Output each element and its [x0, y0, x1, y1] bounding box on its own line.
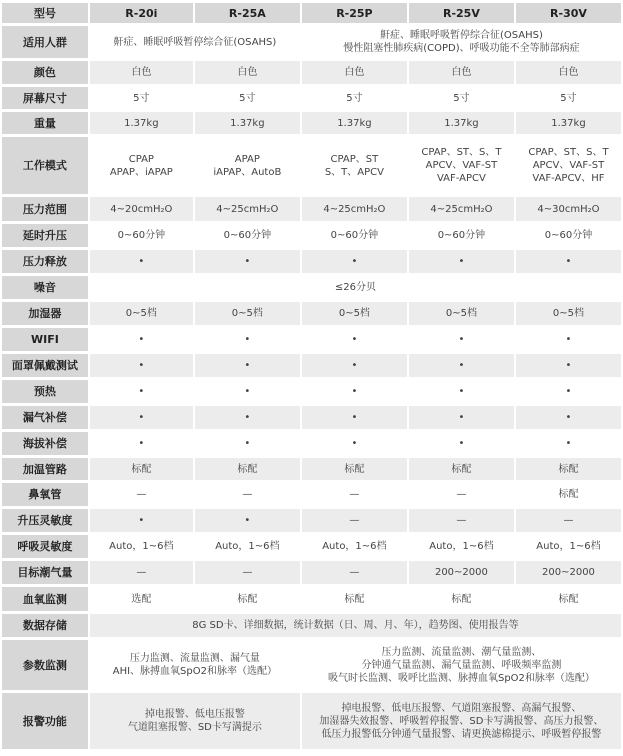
- row-label: 加湿器: [2, 302, 88, 325]
- spec-row: [2, 640, 621, 690]
- cell-text: CPAP、ST、S、T: [528, 147, 609, 158]
- cell-text: Auto，1~6档: [536, 541, 601, 552]
- row-label: 延时升压: [2, 224, 88, 247]
- cell-text: •: [565, 438, 572, 449]
- cell-text: VAF-APCV、HF: [532, 173, 605, 184]
- spec-row: [2, 250, 621, 273]
- cell-text: iAPAP、AutoB: [213, 166, 282, 178]
- cell-text: •: [351, 412, 358, 423]
- row-label: 目标潮气量: [2, 561, 88, 584]
- spec-cell: [516, 561, 621, 584]
- spec-cell: [90, 483, 193, 506]
- spec-cell: [302, 250, 407, 273]
- cell-text: 白色: [131, 67, 152, 78]
- cell-text: —: [349, 515, 360, 526]
- cell-text: APCV、VAF-ST: [532, 160, 605, 171]
- cell-text: •: [458, 412, 465, 423]
- spec-row: [2, 535, 621, 558]
- cell-text: 5寸: [133, 92, 150, 104]
- cell-text: 4~20cmH₂O: [110, 203, 173, 215]
- cell-text: 1.37kg: [337, 117, 372, 129]
- row-label: 加温管路: [2, 458, 88, 480]
- cell-text: •: [244, 515, 251, 526]
- spec-cell: [409, 509, 514, 532]
- spec-cell: [302, 432, 407, 455]
- cell-text: •: [138, 412, 145, 423]
- spec-cell: [516, 302, 621, 325]
- spec-cell: [90, 61, 193, 84]
- cell-text: —: [456, 515, 467, 526]
- spec-cell: [195, 458, 300, 480]
- spec-cell: [90, 26, 300, 58]
- spec-cell: [90, 432, 193, 455]
- cell-text: •: [351, 360, 358, 371]
- cell-text: •: [138, 438, 145, 449]
- cell-text: ≤26分贝: [334, 282, 376, 293]
- cell-text: Auto，1~6档: [215, 541, 280, 552]
- spec-row: [2, 561, 621, 584]
- row-label: 漏气补偿: [2, 406, 88, 429]
- spec-cell: [516, 380, 621, 403]
- spec-cell: [409, 137, 514, 194]
- spec-cell: [90, 640, 300, 690]
- spec-cell: [195, 61, 300, 84]
- spec-cell: [516, 250, 621, 273]
- spec-row: [2, 693, 621, 749]
- cell-text: 0~60分钟: [544, 230, 593, 241]
- spec-row: [2, 26, 621, 58]
- spec-cell: [90, 328, 193, 351]
- cell-text: —: [349, 567, 360, 578]
- spec-row: [2, 328, 621, 351]
- cell-text: 0~60分钟: [223, 230, 272, 241]
- spec-cell: [90, 509, 193, 532]
- row-label: 适用人群: [2, 26, 88, 58]
- cell-text: 加湿器失效报警、呼吸暂停报警、SD卡写满报警、高压力报警、: [319, 715, 604, 727]
- cell-text: 4~25cmH₂O: [430, 203, 493, 215]
- cell-text: Auto，1~6档: [429, 541, 494, 552]
- spec-row: [2, 509, 621, 532]
- row-label: 面罩佩戴测试: [2, 354, 88, 377]
- spec-cell: [409, 406, 514, 429]
- spec-row: [2, 112, 621, 134]
- spec-cell: [90, 87, 193, 109]
- spec-cell: [90, 561, 193, 584]
- cell-text: •: [458, 334, 465, 345]
- spec-cell: [516, 458, 621, 480]
- cell-text: •: [244, 438, 251, 449]
- cell-text: •: [138, 256, 145, 267]
- spec-cell: [302, 112, 407, 134]
- spec-cell: [409, 432, 514, 455]
- cell-text: 0~60分钟: [437, 230, 486, 241]
- cell-text: •: [351, 334, 358, 345]
- cell-text: VAF-APCV: [436, 173, 486, 184]
- cell-text: APAP: [234, 153, 260, 165]
- spec-cell: [90, 250, 193, 273]
- row-label: 参数监测: [2, 640, 88, 690]
- cell-text: •: [351, 386, 358, 397]
- spec-cell: [409, 112, 514, 134]
- spec-cell: [409, 328, 514, 351]
- spec-cell: [195, 406, 300, 429]
- spec-cell: [409, 250, 514, 273]
- cell-text: 5寸: [453, 92, 470, 104]
- spec-cell: [302, 587, 407, 611]
- cell-text: •: [565, 386, 572, 397]
- model-header-cell: R-30V: [516, 3, 621, 23]
- spec-cell: [90, 302, 193, 325]
- cell-text: •: [565, 412, 572, 423]
- cell-text: •: [458, 386, 465, 397]
- spec-cell: [516, 432, 621, 455]
- spec-cell: [195, 587, 300, 611]
- spec-cell: [302, 87, 407, 109]
- cell-text: 标配: [451, 463, 472, 475]
- spec-cell: [195, 483, 300, 506]
- cell-text: •: [244, 412, 251, 423]
- cell-text: •: [244, 256, 251, 267]
- header-row: [2, 3, 621, 23]
- cell-text: 白色: [558, 67, 579, 78]
- spec-cell: [302, 26, 621, 58]
- cell-text: 标配: [131, 463, 152, 475]
- spec-row: [2, 302, 621, 325]
- spec-cell: [302, 302, 407, 325]
- cell-text: •: [458, 438, 465, 449]
- spec-row: [2, 483, 621, 506]
- spec-cell: [90, 380, 193, 403]
- spec-row: [2, 224, 621, 247]
- spec-cell: [516, 483, 621, 506]
- cell-text: 5寸: [560, 92, 577, 104]
- spec-cell: [90, 614, 621, 637]
- spec-cell: [409, 197, 514, 221]
- cell-text: 0~5档: [445, 308, 477, 319]
- cell-text: 4~30cmH₂O: [537, 203, 600, 215]
- spec-cell: [409, 224, 514, 247]
- cell-text: •: [565, 256, 572, 267]
- spec-row: [2, 137, 621, 194]
- cell-text: APCV、VAF-ST: [425, 160, 498, 171]
- cell-text: •: [458, 256, 465, 267]
- row-label: 数据存储: [2, 614, 88, 637]
- spec-cell: [516, 509, 621, 532]
- cell-text: APAP、iAPAP: [109, 166, 173, 178]
- cell-text: —: [349, 489, 360, 500]
- row-label: 血氧监测: [2, 587, 88, 611]
- cell-text: S、T、APCV: [324, 166, 384, 178]
- row-label: 升压灵敏度: [2, 509, 88, 532]
- cell-text: CPAP、ST、S、T: [421, 147, 502, 158]
- row-label: 工作模式: [2, 137, 88, 194]
- cell-text: Auto，1~6档: [322, 541, 387, 552]
- cell-text: 0~5档: [125, 308, 157, 319]
- cell-text: 压力监测、流量监测、潮气量监测、: [381, 646, 542, 658]
- cell-text: 吸气时长监测、吸呼比监测、脉搏血氧SpO2和脉率（选配）: [327, 672, 595, 684]
- cell-text: •: [244, 360, 251, 371]
- cell-text: 鼾症、睡眠呼吸暂停综合征(OSAHS): [113, 36, 277, 48]
- cell-text: 标配: [451, 593, 472, 605]
- spec-cell: [90, 354, 193, 377]
- spec-cell: [90, 535, 193, 558]
- row-label: 压力释放: [2, 250, 88, 273]
- spec-cell: [195, 302, 300, 325]
- cell-text: •: [458, 360, 465, 371]
- cell-text: —: [563, 515, 574, 526]
- spec-cell: [90, 137, 193, 194]
- cell-text: 8G SD卡、详细数据，统计数据（日、周、月、年），趋势图、使用报告等: [192, 620, 519, 631]
- spec-cell: [90, 693, 300, 749]
- spec-cell: [409, 587, 514, 611]
- cell-text: 1.37kg: [124, 117, 159, 129]
- cell-text: 5寸: [239, 92, 256, 104]
- spec-row: [2, 87, 621, 109]
- spec-cell: [302, 61, 407, 84]
- spec-cell: [409, 535, 514, 558]
- spec-cell: [90, 587, 193, 611]
- spec-cell: [516, 406, 621, 429]
- spec-cell: [516, 112, 621, 134]
- spec-cell: [90, 224, 193, 247]
- spec-cell: [516, 224, 621, 247]
- row-label: 颜色: [2, 61, 88, 84]
- model-header-cell: R-25V: [409, 3, 514, 23]
- cell-text: 掉电报警、低电压报警、气道阻塞报警、高漏气报警、: [341, 702, 582, 714]
- cell-text: 1.37kg: [551, 117, 586, 129]
- cell-text: •: [138, 386, 145, 397]
- cell-text: •: [565, 334, 572, 345]
- row-label: WIFI: [2, 328, 88, 351]
- spec-cell: [195, 197, 300, 221]
- spec-cell: [195, 561, 300, 584]
- cell-text: 0~60分钟: [330, 230, 379, 241]
- spec-cell: [516, 354, 621, 377]
- cell-text: 0~5档: [338, 308, 370, 319]
- spec-row: [2, 197, 621, 221]
- cell-text: •: [138, 360, 145, 371]
- cell-text: 0~5档: [552, 308, 585, 319]
- row-label: 屏幕尺寸: [2, 87, 88, 109]
- spec-cell: [195, 509, 300, 532]
- cell-text: •: [351, 438, 358, 449]
- spec-cell: [90, 197, 193, 221]
- spec-cell: [195, 432, 300, 455]
- spec-cell: [195, 354, 300, 377]
- spec-cell: [195, 535, 300, 558]
- spec-cell: [302, 483, 407, 506]
- model-header-cell: R-25A: [195, 3, 300, 23]
- spec-row: [2, 458, 621, 480]
- cell-text: 200~2000: [434, 567, 488, 578]
- cell-text: 200~2000: [542, 567, 595, 578]
- spec-cell: [195, 328, 300, 351]
- spec-row: [2, 587, 621, 611]
- spec-cell: [302, 137, 407, 194]
- row-label: 呼吸灵敏度: [2, 535, 88, 558]
- spec-cell: [302, 380, 407, 403]
- cell-text: 鼾症、睡眠呼吸暂停综合征(OSAHS): [379, 30, 543, 41]
- spec-cell: [302, 640, 621, 690]
- cell-text: CPAP、ST: [330, 153, 379, 165]
- cell-text: 1.37kg: [230, 117, 265, 129]
- cell-text: 5寸: [346, 92, 363, 104]
- spec-cell: [90, 406, 193, 429]
- spec-cell: [516, 328, 621, 351]
- spec-cell: [516, 61, 621, 84]
- spec-cell: [195, 87, 300, 109]
- cell-text: 白色: [451, 67, 472, 78]
- spec-cell: [302, 535, 407, 558]
- row-label: 噪音: [2, 276, 88, 299]
- spec-cell: [302, 561, 407, 584]
- spec-cell: [195, 137, 300, 194]
- cell-text: 白色: [237, 67, 258, 78]
- spec-cell: [409, 61, 514, 84]
- cell-text: —: [136, 489, 147, 500]
- spec-cell: [302, 328, 407, 351]
- spec-cell: [516, 137, 621, 194]
- cell-text: •: [351, 256, 358, 267]
- cell-text: 0~5档: [231, 308, 263, 319]
- spec-cell: [516, 87, 621, 109]
- cell-text: 1.37kg: [444, 117, 479, 129]
- cell-text: —: [456, 489, 467, 500]
- spec-cell: [409, 302, 514, 325]
- spec-cell: [409, 380, 514, 403]
- cell-text: 标配: [558, 463, 579, 475]
- cell-text: 0~60分钟: [117, 230, 166, 241]
- cell-text: —: [136, 567, 147, 578]
- cell-text: AHI、脉搏血氧SpO2和脉率（选配）: [112, 666, 277, 677]
- spec-cell: [90, 276, 621, 299]
- cell-text: 标配: [344, 463, 365, 475]
- model-header-cell: R-20i: [90, 3, 193, 23]
- spec-row: [2, 276, 621, 299]
- row-label: 海拔补偿: [2, 432, 88, 455]
- row-label: 压力范围: [2, 197, 88, 221]
- spec-cell: [409, 458, 514, 480]
- cell-text: 4~25cmH₂O: [216, 203, 279, 215]
- cell-text: 4~25cmH₂O: [323, 203, 386, 215]
- cell-text: 选配: [131, 593, 152, 605]
- cell-text: 分钟通气量监测、漏气量监测、呼吸频率监测: [361, 659, 562, 671]
- spec-row: [2, 380, 621, 403]
- spec-row: [2, 614, 621, 637]
- cell-text: 气道阻塞报警、SD卡写满提示: [127, 722, 262, 733]
- cell-text: Auto，1~6档: [109, 541, 174, 552]
- cell-text: 标配: [558, 593, 579, 605]
- spec-row: [2, 406, 621, 429]
- spec-cell: [302, 197, 407, 221]
- row-label: 重量: [2, 112, 88, 134]
- spec-cell: [516, 535, 621, 558]
- spec-cell: [409, 483, 514, 506]
- spec-cell: [516, 587, 621, 611]
- spec-row: [2, 432, 621, 455]
- cell-text: 低压力报警低分钟通气量报警、请更换滤棉提示、呼吸暂停报警: [321, 728, 602, 740]
- spec-cell: [409, 561, 514, 584]
- cell-text: 白色: [344, 67, 365, 78]
- row-label: 报警功能: [2, 693, 88, 749]
- cell-text: •: [244, 334, 251, 345]
- spec-cell: [302, 354, 407, 377]
- cell-text: —: [242, 489, 253, 500]
- spec-row: [2, 61, 621, 84]
- cell-text: •: [565, 360, 572, 371]
- row-label: 鼻氧管: [2, 483, 88, 506]
- row-label: 预热: [2, 380, 88, 403]
- spec-cell: [302, 509, 407, 532]
- spec-row: [2, 354, 621, 377]
- spec-cell: [302, 693, 621, 749]
- cell-text: —: [242, 567, 253, 578]
- cell-text: 标配: [344, 593, 365, 605]
- model-header-cell: R-25P: [302, 3, 407, 23]
- cell-text: 标配: [237, 593, 258, 605]
- cell-text: 压力监测、流量监测、漏气量: [129, 653, 260, 664]
- cell-text: 掉电报警、低电压报警: [144, 709, 245, 720]
- spec-cell: [302, 224, 407, 247]
- cell-text: •: [138, 515, 145, 526]
- cell-text: 标配: [237, 463, 258, 475]
- spec-cell: [90, 458, 193, 480]
- cell-text: •: [244, 386, 251, 397]
- spec-cell: [516, 197, 621, 221]
- cell-text: CPAP: [128, 153, 154, 165]
- spec-cell: [195, 112, 300, 134]
- spec-cell: [195, 380, 300, 403]
- cell-text: 标配: [558, 489, 579, 500]
- cell-text: •: [138, 334, 145, 345]
- header-label-cell: 型号: [2, 3, 88, 23]
- spec-cell: [302, 458, 407, 480]
- spec-cell: [195, 224, 300, 247]
- spec-cell: [409, 87, 514, 109]
- spec-cell: [409, 354, 514, 377]
- spec-cell: [195, 250, 300, 273]
- cell-text: 慢性阻塞性肺疾病(COPD)、呼吸功能不全等肺部病症: [343, 43, 580, 54]
- spec-cell: [302, 406, 407, 429]
- spec-cell: [90, 112, 193, 134]
